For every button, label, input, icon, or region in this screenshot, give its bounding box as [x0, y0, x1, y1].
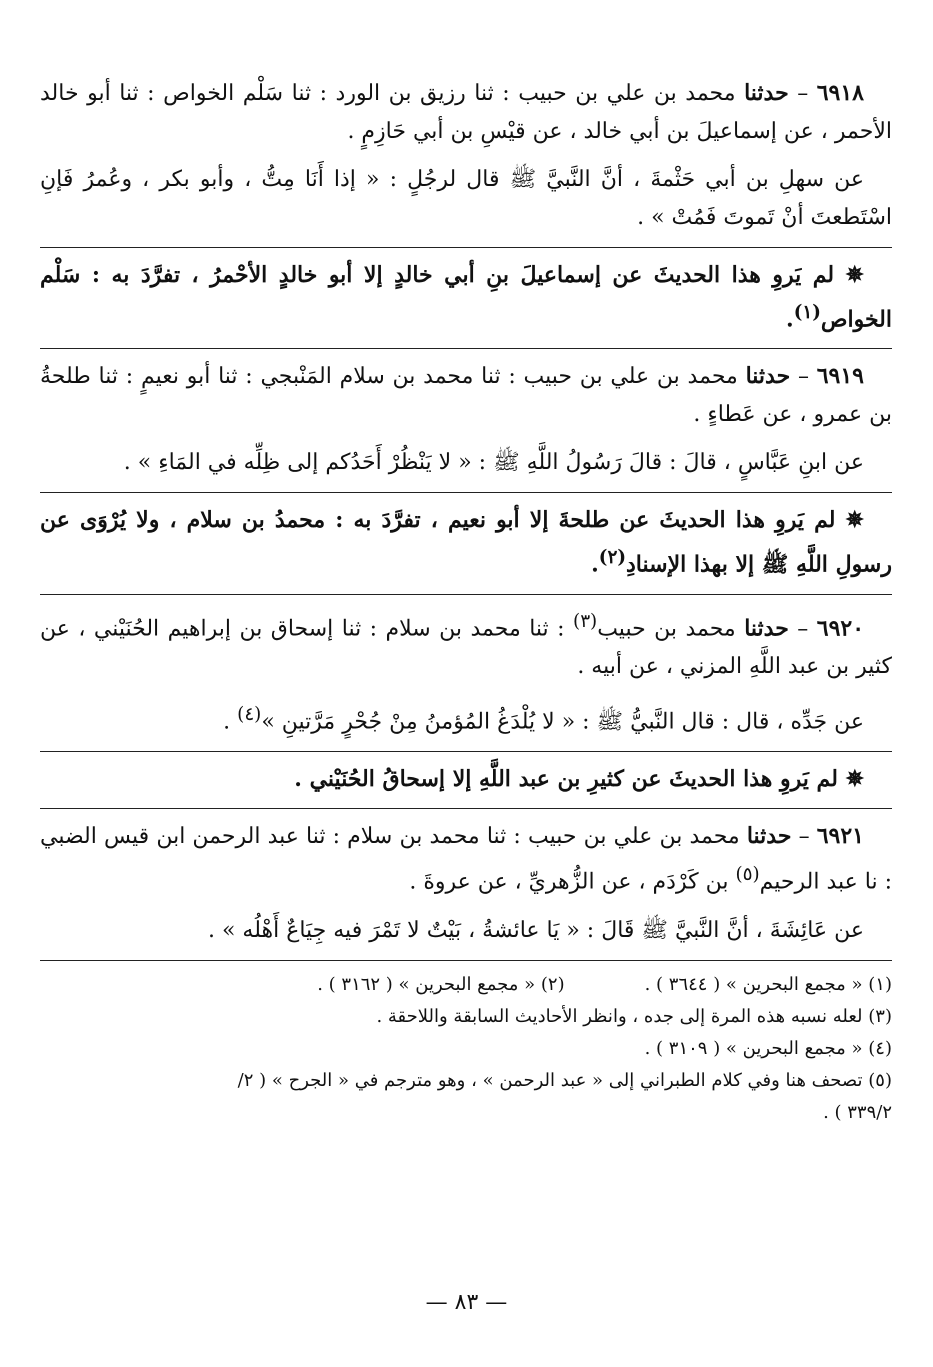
isnad-label: حدثنا — [746, 823, 792, 850]
isnad-text: محمد بن علي بن حبيب : ثنا محمد بن سلام : ثنا عبد الرحمن ابن قيس الضبي : نا عبد الرحيم — [40, 824, 892, 895]
hadith-isnad: ٦٩٢١ – حدثنا محمد بن علي بن حبيب : ثنا محمد بن سلام : ثنا عبد الرحمن ابن قيس الضبي : نا عبد الرحيم$^{(٥)}$ بن كَرْدَم ، عن الزُّهريِّ ، عن عروةَ . — [40, 823, 892, 895]
separator-line — [40, 492, 892, 493]
hadith-number: ٦٩١٨ — [816, 80, 864, 106]
footnote-mark: (٢) — [598, 547, 626, 569]
isnad-label: حدثنا — [745, 363, 791, 390]
footnote-separator — [40, 960, 892, 961]
note-text: ✵ لم يَروِ هذا الحديثَ عن طلحةَ إلا أبو نعيم ، تفرَّدَ به : محمدُ بن سلام ، ولا يُرْوَى عن رسولِ اللَّهِ ﷺ إلا بهذا الإسنادِ — [40, 507, 892, 578]
footnote-row — [40, 969, 892, 1001]
hadith-note: ✵ لم يَروِ هذا الحديثَ عن إسماعيلَ بنِ أبي خالدٍ إلا أبو خالدٍ الأحْمرُ ، تفرَّدَ به : سَلْم الخواص$^{(١)}$. — [40, 262, 892, 333]
hadith-isnad: ٦٩٢٠ – حدثنا محمد بن حبيب$^{(٣)}$ : ثنا محمد بن سلام : ثنا إسحاق بن إبراهيم الحُنَيْني ، عن كثير بن عبد اللَّهِ المزني ، عن أبيه . — [40, 610, 892, 679]
footnote-mark: (٤) — [237, 703, 262, 725]
hadith-number: ٦٩١٩ — [816, 363, 864, 390]
separator-line — [40, 751, 892, 752]
hadith-note: ✵ لم يَروِ هذا الحديثَ عن كثيرِ بن عبد اللَّهِ إلا إسحاقُ الحُنَيْني . — [294, 766, 864, 793]
isnad-text: محمد بن حبيب — [597, 615, 736, 641]
hadith-matn: عن عَائِشَةَ ، أنَّ النَّبيَّ ﷺ قَالَ : « يَا عائشةُ ، بَيْتٌ لا تَمْرَ فيه جِيَاعٌ أَهْلُه » . — [207, 917, 864, 943]
footnote-3: (٣) لعله نسبه هذه المرة إلى جده ، وانظر الأحاديث السابقة واللاحقة . — [376, 1005, 892, 1027]
footnote-4: (٤) « مجمع البحرين » ( ٣١٠٩ ) . — [644, 1037, 892, 1059]
page-body — [40, 74, 892, 1129]
separator-line — [40, 808, 892, 809]
footnote-mark: (١) — [793, 302, 821, 323]
footnote-2: (٢) « مجمع البحرين » ( ٣١٦٢ ) . — [317, 973, 565, 995]
footnotes — [40, 969, 892, 1129]
hadith-matn: عن سهلِ بن أبي حَثْمةَ ، أنَّ النَّبيَّ ﷺ قال لرجُلٍ : « إذا أَنَا مِتُّ ، وأبو بكر ، وعُمرُ فَإنِ اسْتَطعتَ أنْ تَموتَ فَمُتْ » . — [40, 167, 892, 230]
footnote-1: (١) « مجمع البحرين » ( ٣٦٤٤ ) . — [644, 973, 892, 995]
page-number: — ٨٣ — — [425, 1290, 508, 1315]
matn-text: عن جَدِّه ، قال : قال النَّبيُّ ﷺ : « لا يُلْدَغُ المُؤمنُ مِنْ جُحْرٍ مَرَّتينِ » — [261, 709, 864, 735]
hadith-matn: عن جَدِّه ، قال : قال النَّبيُّ ﷺ : « لا يُلْدَغُ المُؤمنُ مِنْ جُحْرٍ مَرَّتينِ »$^{(٤)}$ . — [223, 703, 864, 735]
isnad-text: محمد بن علي بن حبيب : ثنا محمد بن سلام المَنْبجي : ثنا أبو نعيمٍ : ثنا طلحةُ بن عمرو ، عن عَطاءٍ . — [40, 364, 892, 428]
hadith-isnad: ٦٩١٨ – حدثنا محمد بن علي بن حبيب : ثنا رزيق بن الورد : ثنا سَلْم الخواص : ثنا أبو خالد الأحمر ، عن إسماعيلَ بن أبي خالد ، عن قيْسِ بن أبي حَازِمٍ . — [40, 80, 892, 144]
footnote-mark: (٥) — [735, 864, 760, 886]
isnad-text-rest: بن كَرْدَم ، عن الزُّهريِّ ، عن عروةَ . — [409, 869, 729, 895]
isnad-text: محمد بن علي بن حبيب : ثنا رزيق بن الورد : ثنا سَلْم الخواص : ثنا أبو خالد الأحمر ، عن إسماعيلَ بن أبي خالد ، عن قيْسِ بن أبي حَازِمٍ . — [40, 81, 892, 144]
isnad-label: حدثنا — [744, 80, 789, 106]
footnote-5: (٥) تصحف هنا وفي كلام الطبراني إلى « عبد الرحمن » ، وهو مترجم في « الجرح » ( ٢/ — [237, 1069, 892, 1091]
separator-line — [40, 348, 892, 349]
isnad-text-rest: : ثنا محمد بن سلام : ثنا إسحاق بن إبراهيم الحُنَيْني ، عن كثير بن عبد اللَّهِ المزني ، عن أبيه . — [40, 615, 892, 679]
hadith-number: ٦٩٢١ — [816, 823, 864, 850]
footnote-mark: (٣) — [573, 610, 598, 632]
hadith-matn: عن ابنِ عَبَّاسٍ ، قالَ : قالَ رَسُولُ اللَّهِ ﷺ : « لا يَنْظُرْ أَحَدُكم إلى ظِلِّه في المَاءِ » . — [123, 450, 864, 476]
hadith-isnad: ٦٩١٩ – حدثنا محمد بن علي بن حبيب : ثنا محمد بن سلام المَنْبجي : ثنا أبو نعيمٍ : ثنا طلحةُ بن عمرو ، عن عَطاءٍ . — [40, 363, 892, 428]
hadith-note: ✵ لم يَروِ هذا الحديثَ عن طلحةَ إلا أبو نعيم ، تفرَّدَ به : محمدُ بن سلام ، ولا يُرْوَى عن رسولِ اللَّهِ ﷺ إلا بهذا الإسنادِ$^{(٢)}$. — [40, 507, 892, 578]
separator-line — [40, 594, 892, 595]
note-text: ✵ لم يَروِ هذا الحديثَ عن إسماعيلَ بنِ أبي خالدٍ إلا أبو خالدٍ الأحْمرُ ، تفرَّدَ به : سَلْم الخواص — [40, 262, 892, 333]
isnad-label: حدثنا — [744, 614, 789, 641]
separator-line — [40, 247, 892, 248]
hadith-number: ٦٩٢٠ — [816, 614, 865, 641]
footnote-5-continued: ٣٣٩/٢ ) . — [823, 1101, 892, 1123]
